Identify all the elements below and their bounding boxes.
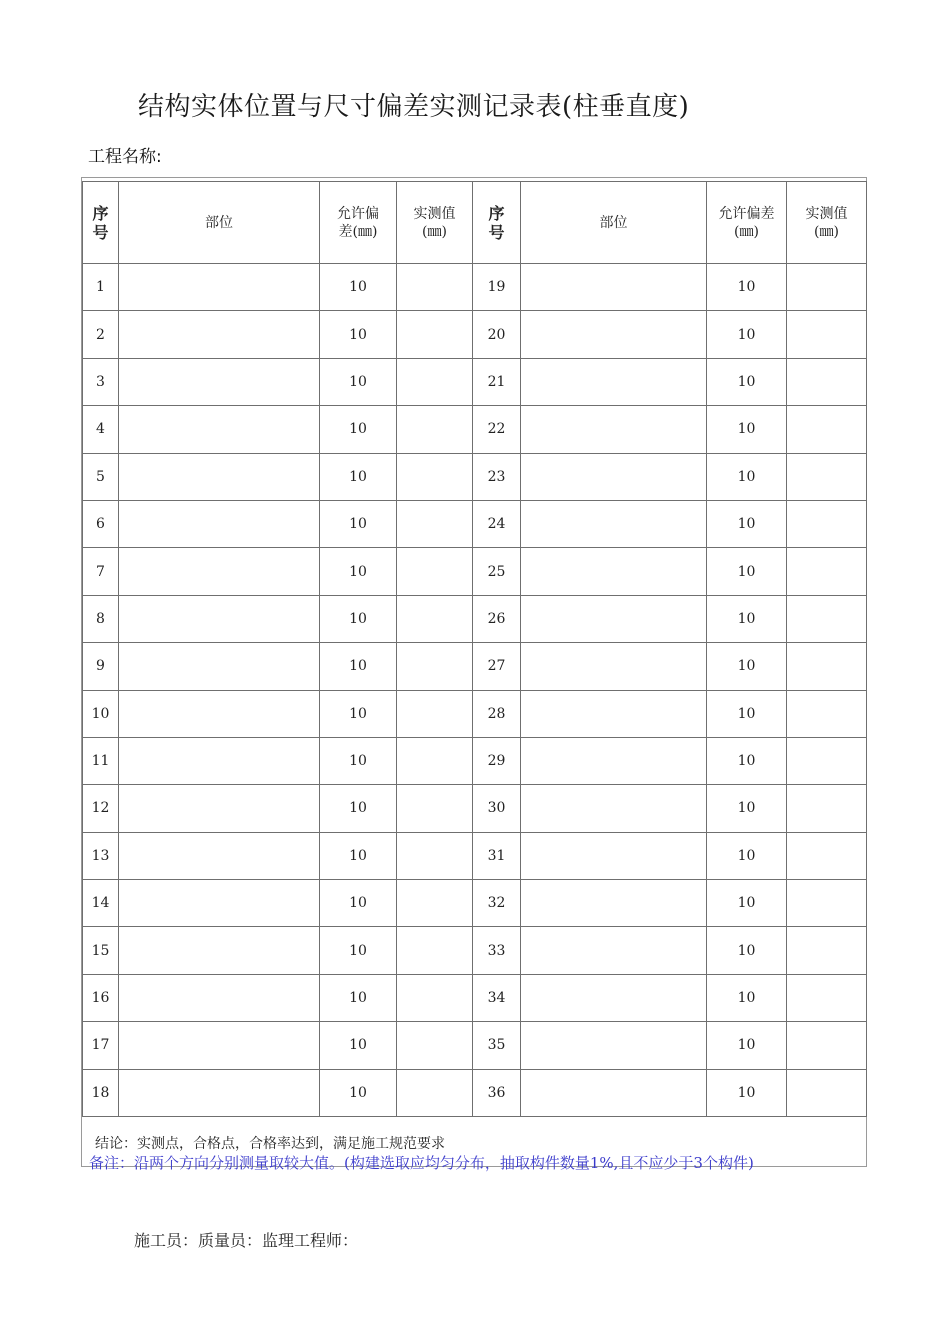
- cell-allowable-right: 10: [707, 832, 787, 879]
- table-row: [83, 500, 867, 547]
- table-row: [83, 453, 867, 500]
- cell-measured-right[interactable]: [787, 643, 867, 690]
- cell-measured-right[interactable]: [787, 737, 867, 784]
- cell-seq-right: 24: [473, 500, 521, 547]
- cell-seq-left: 1: [83, 264, 119, 311]
- cell-allowable-right: 10: [707, 311, 787, 358]
- project-name-label: 工程名称:: [88, 147, 162, 167]
- cell-seq-left: 2: [83, 311, 119, 358]
- cell-allowable-right: 10: [707, 453, 787, 500]
- cell-seq-left: 10: [83, 690, 119, 737]
- cell-location-right[interactable]: [521, 785, 707, 832]
- cell-seq-left: 4: [83, 406, 119, 453]
- conclusion-text: 结论：实测点，合格点，合格率达到，满足施工规范要求: [95, 1136, 445, 1152]
- cell-location-right[interactable]: [521, 500, 707, 547]
- cell-location-left[interactable]: [119, 785, 320, 832]
- cell-location-right[interactable]: [521, 264, 707, 311]
- table-row: [83, 737, 867, 784]
- cell-location-right[interactable]: [521, 595, 707, 642]
- cell-seq-left: 17: [83, 1022, 119, 1069]
- cell-seq-right: 31: [473, 832, 521, 879]
- cell-allowable-left: 10: [320, 358, 397, 405]
- cell-allowable-right: 10: [707, 690, 787, 737]
- cell-measured-left[interactable]: [397, 311, 473, 358]
- cell-measured-right[interactable]: [787, 595, 867, 642]
- header-location-right: 部位: [521, 182, 707, 264]
- cell-location-right[interactable]: [521, 311, 707, 358]
- cell-measured-left[interactable]: [397, 548, 473, 595]
- cell-seq-right: 21: [473, 358, 521, 405]
- header-allowable-left: 允许偏差(㎜): [320, 182, 397, 264]
- cell-measured-left[interactable]: [397, 737, 473, 784]
- cell-measured-left[interactable]: [397, 690, 473, 737]
- cell-location-right[interactable]: [521, 453, 707, 500]
- cell-location-right[interactable]: [521, 358, 707, 405]
- cell-seq-left: 14: [83, 880, 119, 927]
- cell-seq-left: 5: [83, 453, 119, 500]
- cell-location-left[interactable]: [119, 832, 320, 879]
- cell-allowable-right: 10: [707, 785, 787, 832]
- cell-allowable-right: 10: [707, 264, 787, 311]
- cell-allowable-left: 10: [320, 927, 397, 974]
- cell-allowable-left: 10: [320, 311, 397, 358]
- cell-allowable-left: 10: [320, 453, 397, 500]
- cell-allowable-right: 10: [707, 1022, 787, 1069]
- cell-allowable-left: 10: [320, 548, 397, 595]
- cell-location-left[interactable]: [119, 311, 320, 358]
- cell-seq-right: 30: [473, 785, 521, 832]
- cell-seq-right: 20: [473, 311, 521, 358]
- cell-seq-left: 6: [83, 500, 119, 547]
- cell-location-right[interactable]: [521, 880, 707, 927]
- cell-allowable-left: 10: [320, 1022, 397, 1069]
- cell-location-right[interactable]: [521, 643, 707, 690]
- cell-allowable-right: 10: [707, 358, 787, 405]
- cell-location-left[interactable]: [119, 690, 320, 737]
- table-row: [83, 406, 867, 453]
- remark-text: 备注：沿两个方向分别测量取较大值。(构建选取应均匀分布，抽取构件数量1%,且不应少于3个构件): [89, 1154, 754, 1172]
- page-title: 结构实体位置与尺寸偏差实测记录表(柱垂直度): [138, 92, 690, 122]
- table-row: [83, 1069, 867, 1116]
- cell-measured-left[interactable]: [397, 643, 473, 690]
- table-row: [83, 358, 867, 405]
- cell-seq-right: 29: [473, 737, 521, 784]
- cell-location-right[interactable]: [521, 832, 707, 879]
- table-row: [83, 595, 867, 642]
- cell-location-left[interactable]: [119, 974, 320, 1021]
- cell-location-right[interactable]: [521, 690, 707, 737]
- cell-allowable-right: 10: [707, 974, 787, 1021]
- cell-allowable-left: 10: [320, 690, 397, 737]
- cell-seq-right: 19: [473, 264, 521, 311]
- cell-location-left[interactable]: [119, 548, 320, 595]
- cell-allowable-right: 10: [707, 737, 787, 784]
- table-row: [83, 927, 867, 974]
- cell-measured-left[interactable]: [397, 358, 473, 405]
- cell-measured-left[interactable]: [397, 406, 473, 453]
- cell-allowable-left: 10: [320, 880, 397, 927]
- table-row: [83, 832, 867, 879]
- cell-measured-left[interactable]: [397, 1022, 473, 1069]
- cell-seq-right: 36: [473, 1069, 521, 1116]
- table-row: [83, 690, 867, 737]
- cell-allowable-left: 10: [320, 500, 397, 547]
- signature-line: 施工员：质量员：监理工程师：: [134, 1231, 359, 1250]
- cell-location-right[interactable]: [521, 737, 707, 784]
- cell-location-left[interactable]: [119, 500, 320, 547]
- header-seq-left: 序号: [83, 182, 119, 264]
- cell-allowable-right: 10: [707, 643, 787, 690]
- cell-measured-left[interactable]: [397, 927, 473, 974]
- cell-measured-right[interactable]: [787, 500, 867, 547]
- cell-seq-right: 23: [473, 453, 521, 500]
- cell-seq-right: 32: [473, 880, 521, 927]
- cell-location-left[interactable]: [119, 1069, 320, 1116]
- cell-measured-right[interactable]: [787, 264, 867, 311]
- cell-seq-left: 15: [83, 927, 119, 974]
- header-allowable-right: 允许偏差(㎜): [707, 182, 787, 264]
- cell-seq-right: 33: [473, 927, 521, 974]
- cell-measured-left[interactable]: [397, 1069, 473, 1116]
- cell-allowable-left: 10: [320, 595, 397, 642]
- cell-measured-right[interactable]: [787, 358, 867, 405]
- cell-allowable-right: 10: [707, 548, 787, 595]
- cell-location-left[interactable]: [119, 595, 320, 642]
- cell-allowable-left: 10: [320, 737, 397, 784]
- cell-location-left[interactable]: [119, 1022, 320, 1069]
- cell-measured-left[interactable]: [397, 264, 473, 311]
- cell-seq-right: 22: [473, 406, 521, 453]
- cell-measured-left[interactable]: [397, 880, 473, 927]
- cell-allowable-right: 10: [707, 1069, 787, 1116]
- header-measured-left: 实测值(㎜): [397, 182, 473, 264]
- cell-location-left[interactable]: [119, 453, 320, 500]
- cell-allowable-right: 10: [707, 880, 787, 927]
- cell-allowable-right: 10: [707, 595, 787, 642]
- cell-location-right[interactable]: [521, 406, 707, 453]
- header-seq-right: 序号: [473, 182, 521, 264]
- cell-seq-right: 28: [473, 690, 521, 737]
- cell-location-left[interactable]: [119, 643, 320, 690]
- cell-measured-right[interactable]: [787, 406, 867, 453]
- header-location-left: 部位: [119, 182, 320, 264]
- cell-measured-left[interactable]: [397, 785, 473, 832]
- cell-allowable-left: 10: [320, 785, 397, 832]
- cell-measured-right[interactable]: [787, 880, 867, 927]
- cell-seq-right: 25: [473, 548, 521, 595]
- cell-seq-left: 3: [83, 358, 119, 405]
- cell-seq-left: 8: [83, 595, 119, 642]
- cell-seq-left: 13: [83, 832, 119, 879]
- cell-measured-right[interactable]: [787, 453, 867, 500]
- table-row: [83, 643, 867, 690]
- cell-measured-left[interactable]: [397, 595, 473, 642]
- table-row: [83, 548, 867, 595]
- cell-measured-right[interactable]: [787, 1022, 867, 1069]
- measurement-table: [82, 181, 867, 1117]
- cell-location-left[interactable]: [119, 880, 320, 927]
- cell-measured-left[interactable]: [397, 974, 473, 1021]
- cell-measured-right[interactable]: [787, 927, 867, 974]
- table-row: [83, 880, 867, 927]
- table-row: [83, 785, 867, 832]
- table-row: [83, 1022, 867, 1069]
- header-measured-right: 实测值(㎜): [787, 182, 867, 264]
- cell-allowable-left: 10: [320, 974, 397, 1021]
- cell-measured-left[interactable]: [397, 453, 473, 500]
- cell-location-right[interactable]: [521, 974, 707, 1021]
- cell-location-right[interactable]: [521, 1022, 707, 1069]
- cell-location-right[interactable]: [521, 548, 707, 595]
- cell-seq-left: 18: [83, 1069, 119, 1116]
- cell-allowable-right: 10: [707, 500, 787, 547]
- table-row: [83, 264, 867, 311]
- cell-seq-left: 16: [83, 974, 119, 1021]
- cell-location-right[interactable]: [521, 1069, 707, 1116]
- cell-measured-right[interactable]: [787, 311, 867, 358]
- table-row: [83, 311, 867, 358]
- cell-location-right[interactable]: [521, 927, 707, 974]
- cell-measured-left[interactable]: [397, 832, 473, 879]
- cell-allowable-left: 10: [320, 832, 397, 879]
- cell-allowable-right: 10: [707, 927, 787, 974]
- cell-allowable-left: 10: [320, 643, 397, 690]
- table-row: [83, 974, 867, 1021]
- cell-seq-left: 12: [83, 785, 119, 832]
- cell-seq-left: 11: [83, 737, 119, 784]
- cell-allowable-left: 10: [320, 264, 397, 311]
- cell-seq-left: 7: [83, 548, 119, 595]
- cell-allowable-left: 10: [320, 1069, 397, 1116]
- cell-location-left[interactable]: [119, 406, 320, 453]
- cell-seq-right: 35: [473, 1022, 521, 1069]
- cell-measured-left[interactable]: [397, 500, 473, 547]
- cell-location-left[interactable]: [119, 358, 320, 405]
- cell-allowable-left: 10: [320, 406, 397, 453]
- cell-seq-left: 9: [83, 643, 119, 690]
- cell-measured-right[interactable]: [787, 832, 867, 879]
- cell-allowable-right: 10: [707, 406, 787, 453]
- cell-measured-right[interactable]: [787, 785, 867, 832]
- cell-measured-right[interactable]: [787, 974, 867, 1021]
- cell-measured-right[interactable]: [787, 690, 867, 737]
- cell-seq-right: 34: [473, 974, 521, 1021]
- table-header-row: [83, 182, 867, 264]
- cell-location-left[interactable]: [119, 264, 320, 311]
- cell-measured-right[interactable]: [787, 548, 867, 595]
- cell-location-left[interactable]: [119, 927, 320, 974]
- cell-measured-right[interactable]: [787, 1069, 867, 1116]
- cell-location-left[interactable]: [119, 737, 320, 784]
- cell-seq-right: 27: [473, 643, 521, 690]
- cell-seq-right: 26: [473, 595, 521, 642]
